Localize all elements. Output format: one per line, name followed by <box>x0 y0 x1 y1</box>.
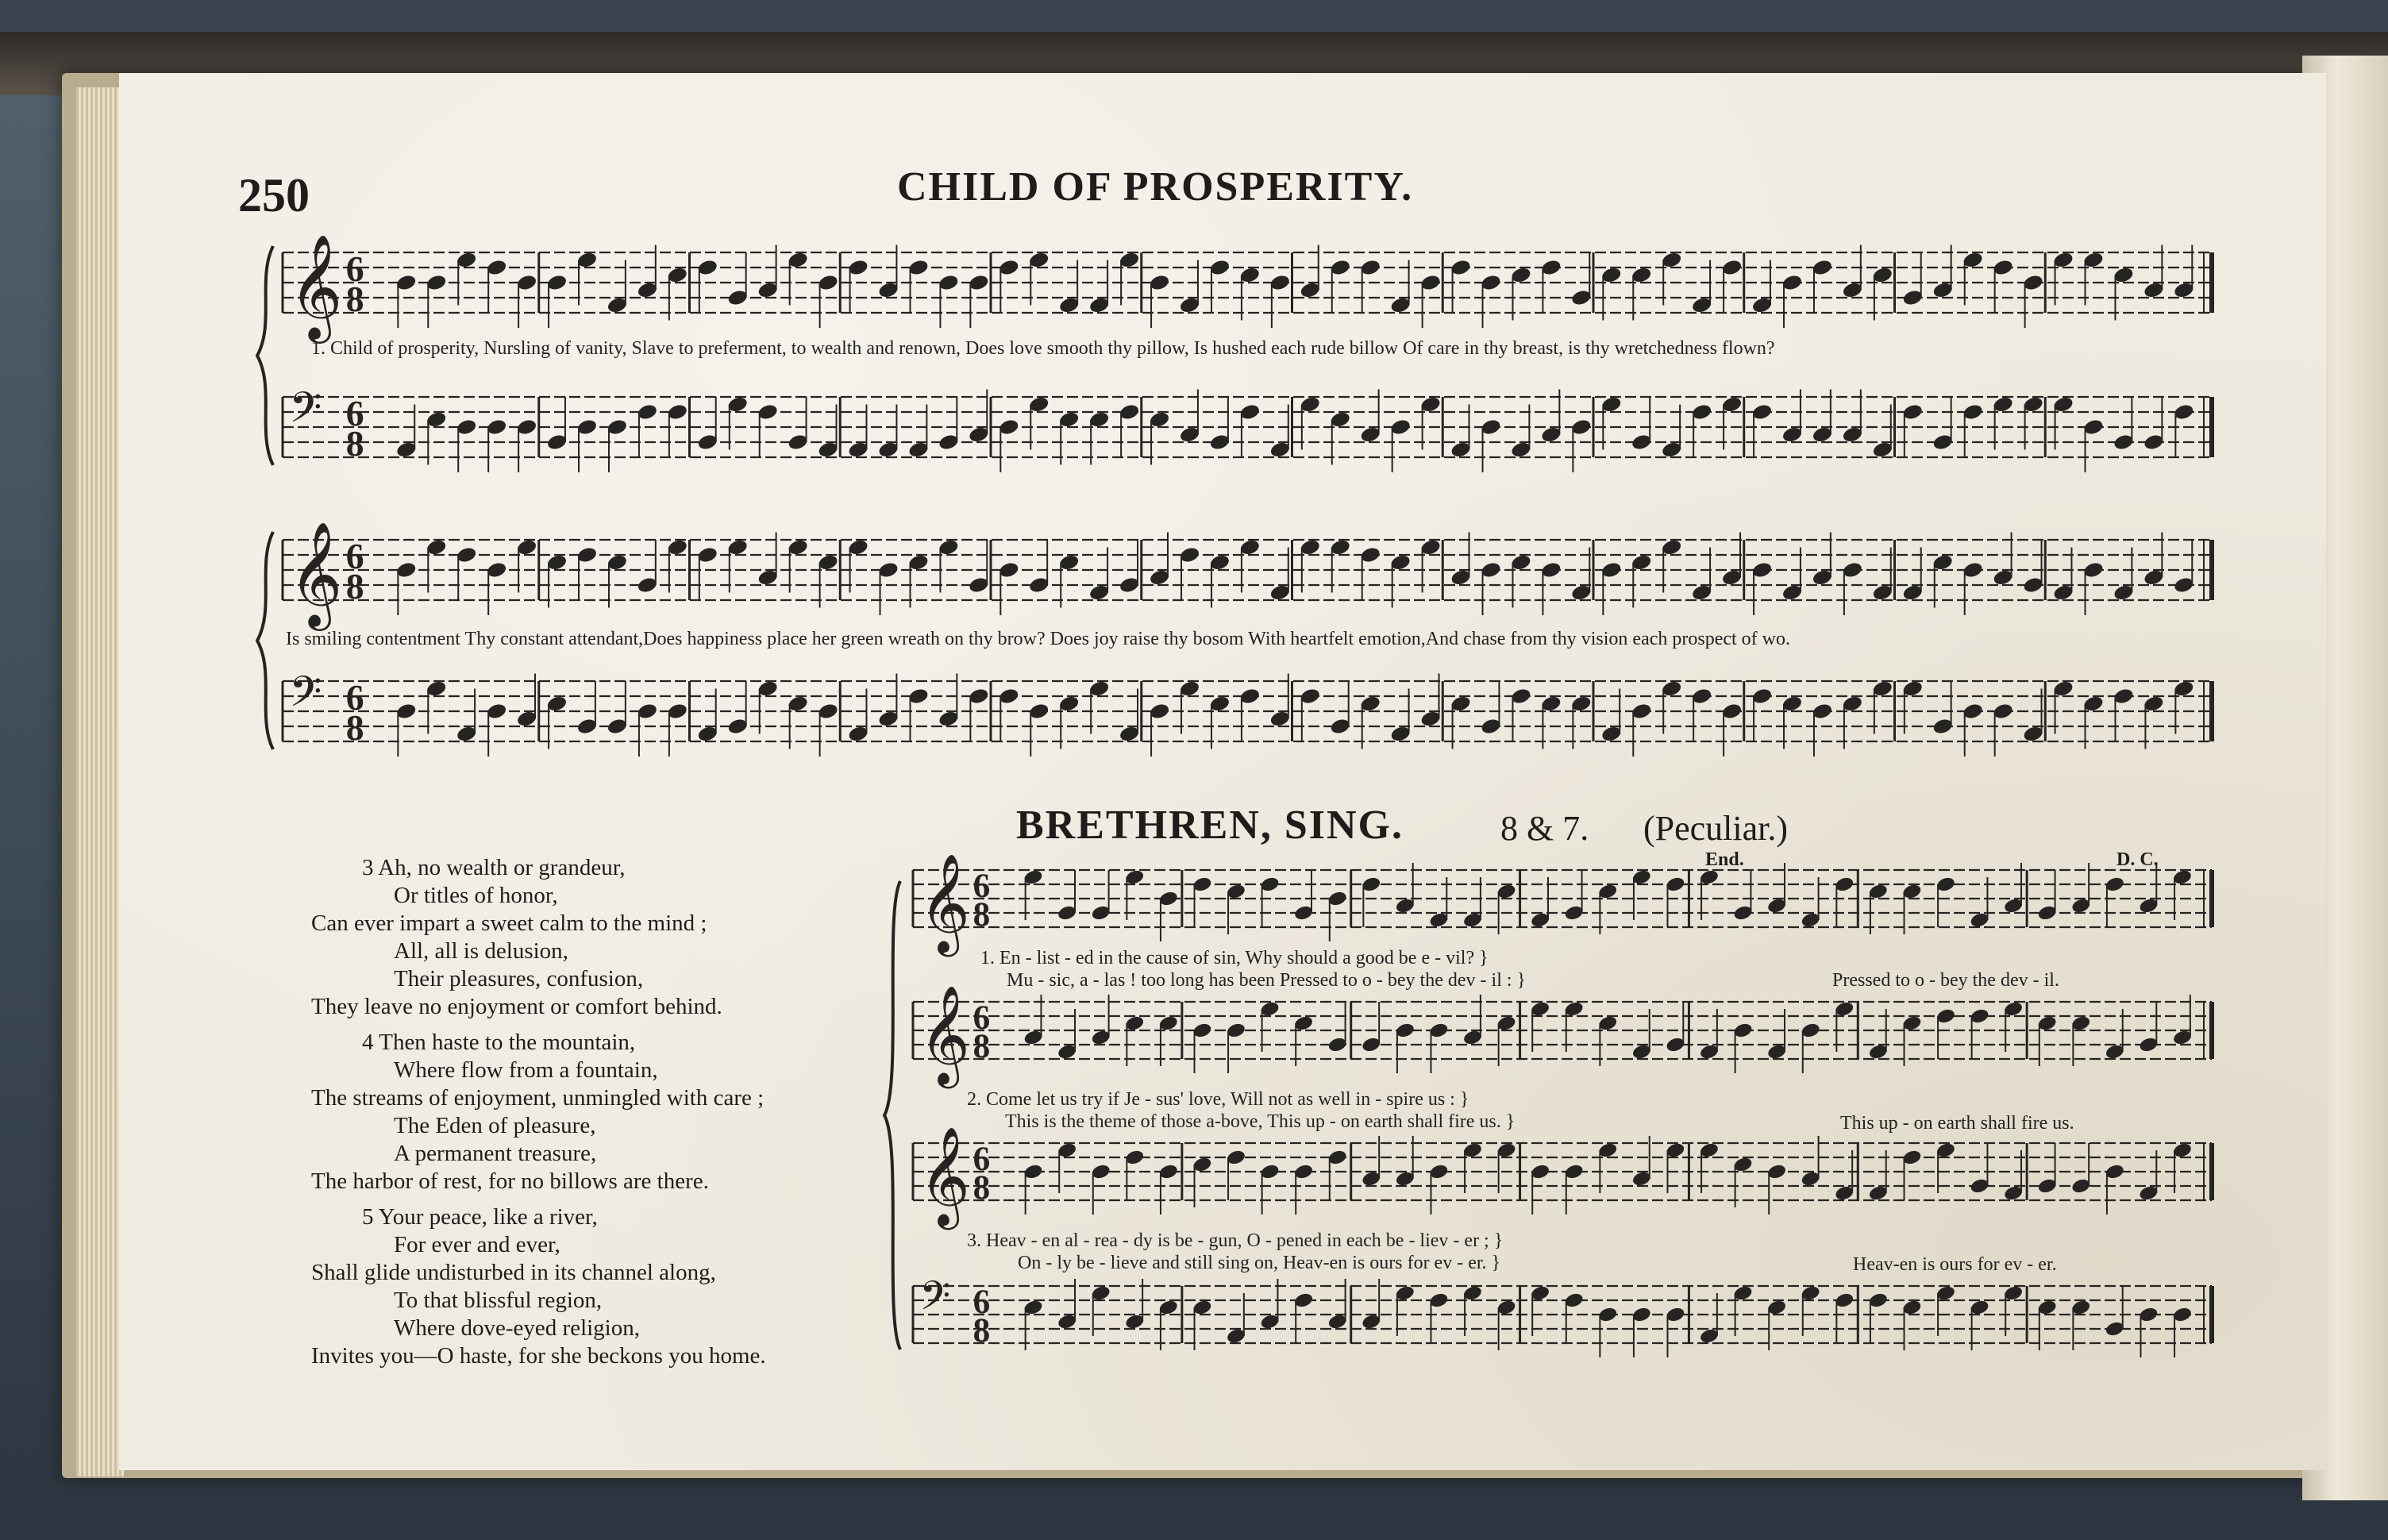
brace <box>884 881 900 1349</box>
verse-line: The streams of enjoyment, unmingled with care ; <box>311 1085 765 1111</box>
verse1-refrain: Pressed to o - bey the dev - il. <box>1832 970 2059 991</box>
hymn-meter-note: (Peculiar.) <box>1643 809 1789 848</box>
verse3-line-b: On - ly be - lieve and still sing on, Heav-en is ours for ev - er. } <box>1018 1253 1501 1273</box>
verse-line: For ever and ever, <box>394 1232 560 1257</box>
verse-line: Or titles of honor, <box>394 883 558 908</box>
additional-verses <box>302 854 873 1370</box>
verse1-line-a: 1. En - list - ed in the cause of sin, Why should a good be e - vil? } <box>980 948 1489 968</box>
verse-line: They leave no enjoyment or comfort behind. <box>311 994 722 1019</box>
verse-line: The Eden of pleasure, <box>394 1113 596 1138</box>
verse-line: Where flow from a fountain, <box>394 1057 658 1083</box>
verse-line: To that blissful region, <box>394 1288 603 1313</box>
verse-line: 4 Then haste to the mountain, <box>362 1030 636 1055</box>
time-signature-top: 6 <box>973 868 991 906</box>
time-signature-bottom: 8 <box>345 566 364 607</box>
verse3-refrain: Heav-en is ours for ev - er. <box>1853 1254 2057 1275</box>
lyrics-line-1: 1. Child of prosperity, Nursling of vanity, Slave to preferment, to wealth and renown, Does love smooth thy pillow, Is hushed each rude billow Of care in thy breast, is thy wretchedness flown? <box>311 338 1775 359</box>
end-mark: End. <box>1705 849 1744 870</box>
verse2-refrain: This up - on earth shall fire us. <box>1840 1113 2074 1134</box>
verse1-line-b: Mu - sic, a - las ! too long has been Pressed to o - bey the dev - il : } <box>1007 970 1527 991</box>
time-signature-bottom: 8 <box>973 1169 991 1207</box>
verse3-line-a: 3. Heav - en al - rea - dy is be - gun, O - pened in each be - liev - er ; } <box>967 1230 1504 1251</box>
treble-clef-icon: 𝄞 <box>919 985 970 1084</box>
verse-line: Their pleasures, confusion, <box>394 966 644 991</box>
treble-clef-icon: 𝄞 <box>919 853 970 953</box>
verse-line: Invites you—O haste, for she beckons you home. <box>311 1343 766 1369</box>
treble-clef-icon: 𝄞 <box>289 521 343 626</box>
bass-clef-icon: 𝄢 <box>919 1272 951 1330</box>
time-signature-top: 6 <box>973 1284 991 1322</box>
time-signature-top: 6 <box>345 248 364 290</box>
verse-line: All, all is delusion, <box>394 938 568 964</box>
treble-clef-icon: 𝄞 <box>919 1126 970 1226</box>
verse-line: The harbor of rest, for no billows are there. <box>311 1168 709 1194</box>
time-signature-top: 6 <box>345 677 364 718</box>
verse2-line-a: 2. Come let us try if Je - sus' love, Will not as well in - spire us : } <box>967 1089 1469 1110</box>
verse-line: Can ever impart a sweet calm to the mind ; <box>311 911 707 936</box>
time-signature-bottom: 8 <box>345 423 364 464</box>
time-signature-bottom: 8 <box>973 896 991 934</box>
time-signature-top: 6 <box>345 393 364 434</box>
treble-clef-icon: 𝄞 <box>289 233 343 339</box>
verse-line: 5 Your peace, like a river, <box>362 1204 598 1230</box>
hymn-meter: 8 & 7. <box>1500 809 1589 848</box>
bass-clef-icon: 𝄢 <box>289 667 322 727</box>
time-signature-bottom: 8 <box>345 707 364 749</box>
time-signature-bottom: 8 <box>973 1312 991 1350</box>
verse-line: 3 Ah, no wealth or grandeur, <box>362 855 626 880</box>
time-signature-bottom: 8 <box>345 279 364 320</box>
verse-line: Shall glide undisturbed in its channel along, <box>311 1260 716 1285</box>
bass-clef-icon: 𝄢 <box>289 383 322 443</box>
time-signature-top: 6 <box>973 999 991 1038</box>
time-signature-top: 6 <box>345 536 364 577</box>
time-signature-bottom: 8 <box>973 1028 991 1066</box>
hymn-title-brethren-sing: BRETHREN, SING. <box>1016 803 1404 848</box>
brace <box>257 532 273 749</box>
lyrics-line-2: Is smiling contentment Thy constant attendant,Does happiness place her green wreath on thy brow? Does joy raise thy bosom With heartfelt emotion,And chase from thy vision each prospect of wo. <box>286 629 1791 649</box>
brace <box>257 246 273 465</box>
verse2-line-b: This is the theme of those a-bove, This up - on earth shall fire us. } <box>1005 1111 1516 1132</box>
page-number: 250 <box>238 169 310 221</box>
time-signature-top: 6 <box>973 1141 991 1179</box>
hymn-title-child-of-prosperity: CHILD OF PROSPERITY. <box>897 164 1414 210</box>
verse-line: A permanent treasure, <box>394 1141 597 1166</box>
verse-line: Where dove-eyed religion, <box>394 1315 640 1341</box>
dc-mark: D. C. <box>2116 849 2159 870</box>
